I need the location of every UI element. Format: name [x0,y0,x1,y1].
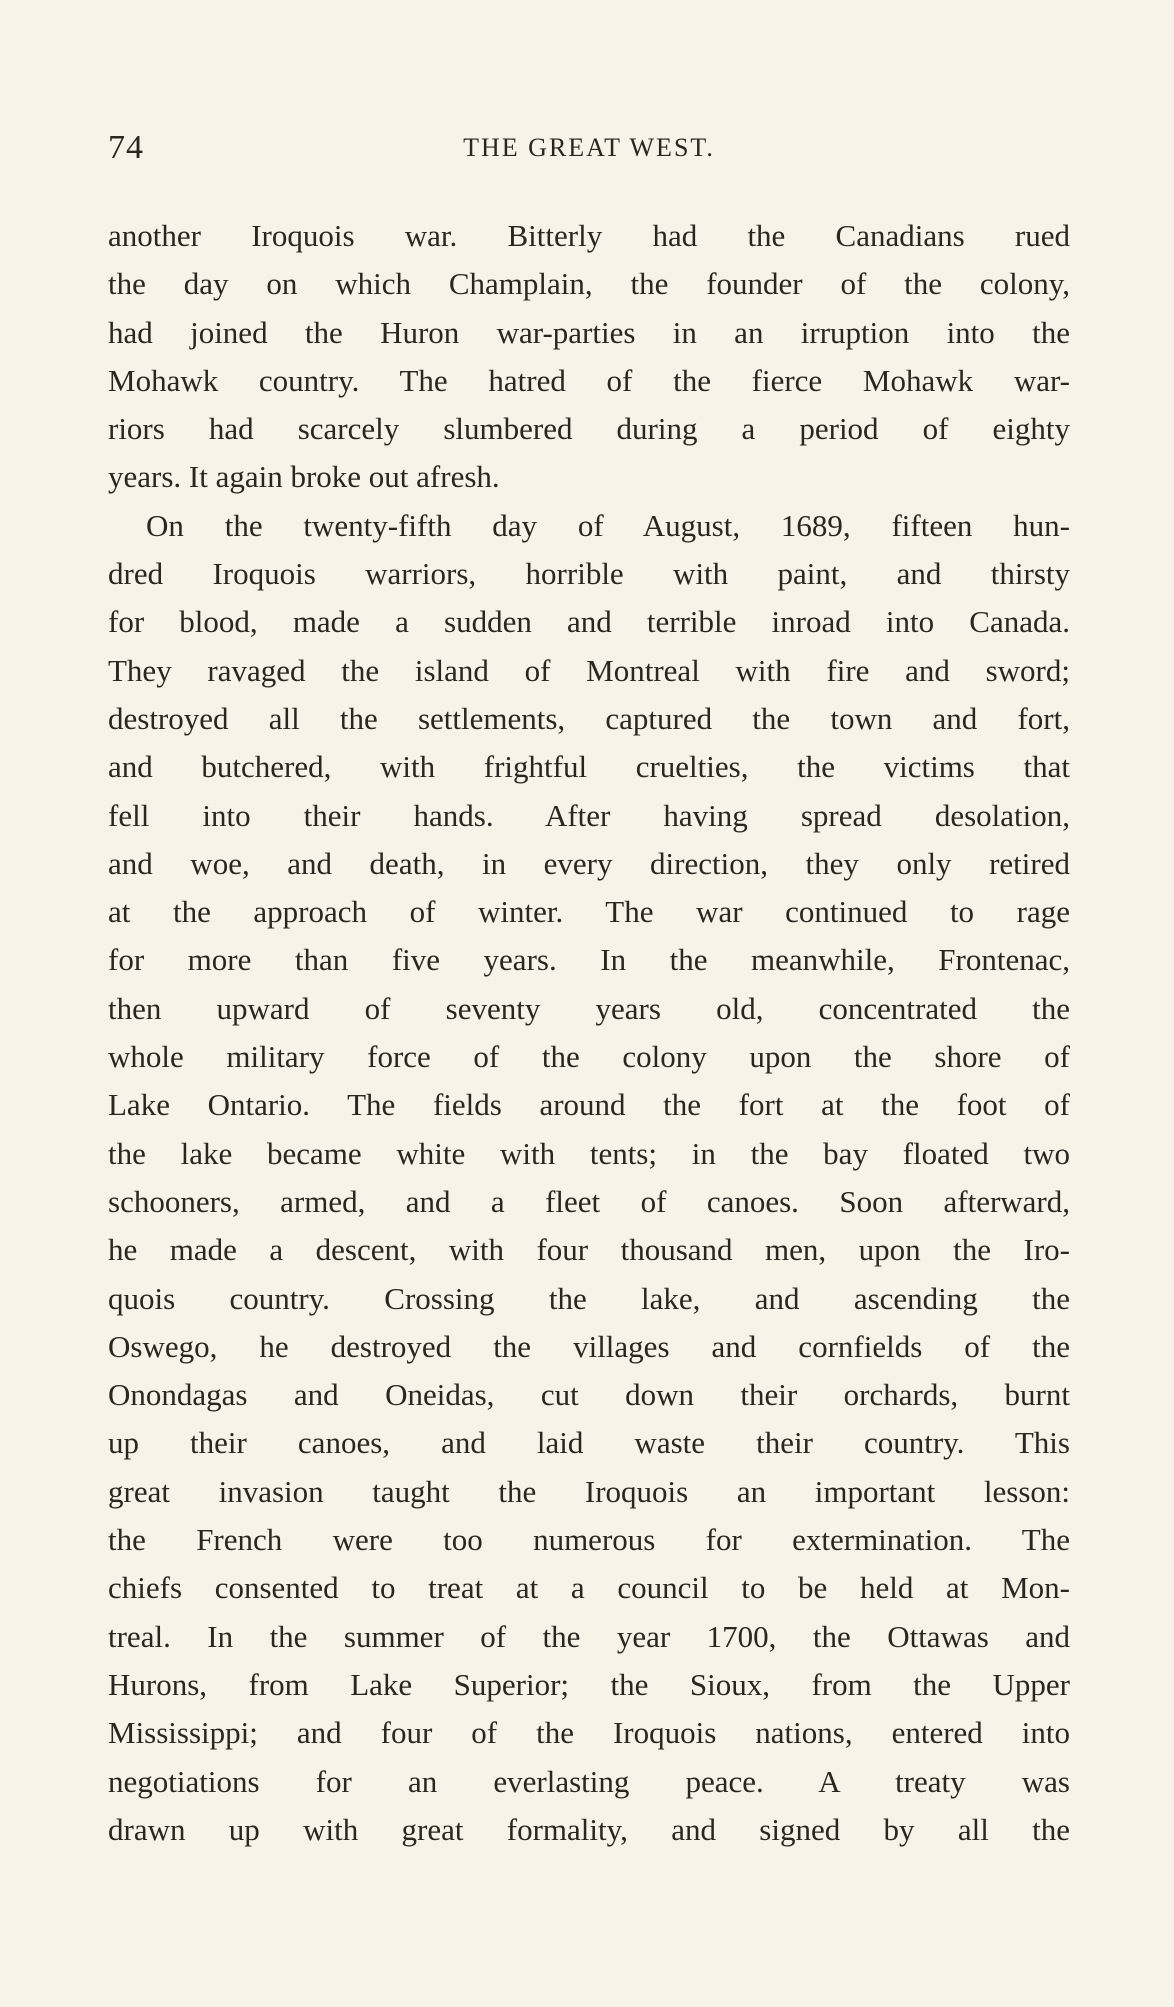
text-line: the lake became white with tents; in the bay floated two [108,1135,1070,1171]
text-line: riors had scarcely slumbered during a period of eighty [108,411,1070,447]
text-line: dred Iroquois warriors, horrible with paint, and thirsty [108,556,1070,592]
text-line: then upward of seventy years old, concentrated the [108,990,1070,1026]
text-line: the French were too numerous for extermination. The [108,1522,1070,1558]
text-line: Oswego, he destroyed the villages and cornfields of the [108,1328,1070,1364]
text-line: drawn up with great formality, and signed by all the [108,1811,1070,1847]
text-line: for more than five years. In the meanwhile, Frontenac, [108,942,1070,978]
text-line: Lake Ontario. The fields around the fort at the foot of [108,1087,1070,1123]
text-line: Hurons, from Lake Superior; the Sioux, from the Upper [108,1666,1070,1702]
text-line: up their canoes, and laid waste their country. This [108,1425,1070,1461]
text-line: and butchered, with frightful cruelties, the victims that [108,749,1070,785]
text-line: quois country. Crossing the lake, and ascending the [108,1280,1070,1316]
text-line: schooners, armed, and a fleet of canoes. Soon afterward, [108,1183,1070,1219]
text-line: at the approach of winter. The war continued to rage [108,894,1070,930]
text-line: They ravaged the island of Montreal with fire and sword; [108,652,1070,688]
text-line: whole military force of the colony upon the shore of [108,1039,1070,1075]
text-line: fell into their hands. After having spread desolation, [108,797,1070,833]
text-line: and woe, and death, in every direction, they only retired [108,845,1070,881]
text-line: for blood, made a sudden and terrible inroad into Canada. [108,604,1070,640]
text-line: treal. In the summer of the year 1700, the Ottawas and [108,1618,1070,1654]
body-text [108,212,1070,1854]
text-line: Onondagas and Oneidas, cut down their orchards, burnt [108,1377,1070,1413]
text-line: he made a descent, with four thousand men, upon the Iro- [108,1232,1070,1268]
text-line: great invasion taught the Iroquois an important lesson: [108,1473,1070,1509]
text-line: the day on which Champlain, the founder of the colony, [108,266,1070,302]
text-line: Mississippi; and four of the Iroquois nations, entered into [108,1715,1070,1751]
page-header [108,128,1070,172]
text-line: On the twenty-fifth day of August, 1689, fifteen hun- [146,507,1070,543]
text-line: years. It again broke out afresh. [108,459,500,495]
text-line: had joined the Huron war-parties in an irruption into the [108,314,1070,350]
page-number: 74 [108,129,144,166]
running-title: THE GREAT WEST. [463,133,715,162]
text-line: chiefs consented to treat at a council to be held at Mon- [108,1570,1070,1606]
text-line: negotiations for an everlasting peace. A treaty was [108,1763,1070,1799]
text-line: another Iroquois war. Bitterly had the Canadians rued [108,218,1070,253]
text-line: destroyed all the settlements, captured the town and fort, [108,700,1070,736]
text-line: Mohawk country. The hatred of the fierce Mohawk war- [108,362,1070,398]
